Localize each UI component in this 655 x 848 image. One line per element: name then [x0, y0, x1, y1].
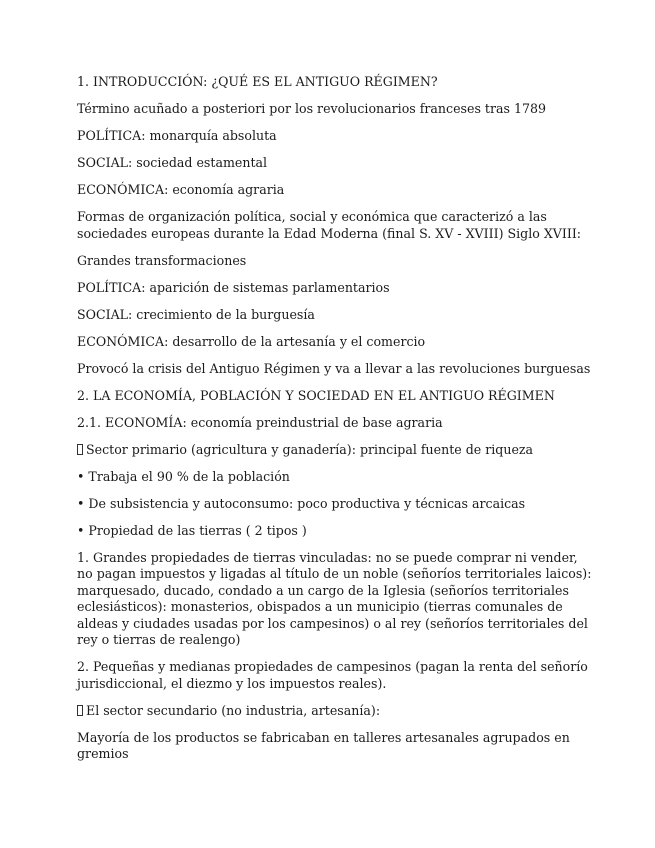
paragraph-economica: ECONÓMICA: economía agraria	[77, 182, 285, 197]
missing-glyph-icon	[77, 705, 83, 716]
paragraph-gremios: Mayoría de los productos se fabricaban en talleres artesanales agrupados en gremios	[77, 729, 570, 761]
paragraph-grandes-propiedades: 1. Grandes propiedades de tierras vinculadas: no se puede comprar ni vender, no pagan impuestos y ligadas al título de un noble (señoríos territoriales laicos): marquesado, ducado, condado a un cargo de la Iglesia (señoríos territoriales eclesiásticos): monasterios, obispados a un municipio (tierras comunales de aldeas y ciudades usadas por los campesinos) o al rey (señoríos territoriales del rey o tierras de realengo)	[77, 549, 592, 647]
paragraph-economica-artesania: ECONÓMICA: desarrollo de la artesanía y el comercio	[77, 333, 426, 349]
bullet-item-subsistencia: • De subsistencia y autoconsumo: poco productiva y técnicas arcaicas	[77, 495, 526, 511]
paragraph-politica-parlamentarios: POLÍTICA: aparición de sistemas parlamentarios	[77, 279, 390, 295]
paragraph-grandes-transformaciones: Grandes transformaciones	[77, 252, 247, 268]
paragraph-crisis: Provocó la crisis del Antiguo Régimen y va a llevar a las revoluciones burguesas	[77, 360, 591, 376]
bullet-item-poblacion: • Trabaja el 90 % de la población	[77, 468, 290, 484]
paragraph-formas-organizacion: Formas de organización política, social y económica que caracterizó a las sociedades europeas durante la Edad Moderna (final S. XV - XVIII) Siglo XVIII:	[77, 209, 582, 241]
list-item-sector-primario-text: Sector primario (agricultura y ganadería): principal fuente de riqueza	[86, 441, 534, 457]
paragraph-social-burguesia: SOCIAL: crecimiento de la burguesía	[77, 306, 315, 322]
document-page	[77, 74, 597, 773]
list-item-sector-secundario-text: El sector secundario (no industria, artesanía):	[86, 702, 381, 718]
paragraph-social: SOCIAL: sociedad estamental	[77, 155, 268, 170]
subsection-heading-economia: 2.1. ECONOMÍA: economía preindustrial de base agraria	[77, 414, 443, 430]
list-item-sector-secundario	[77, 703, 597, 720]
section-heading-economia-poblacion: 2. LA ECONOMÍA, POBLACIÓN Y SOCIEDAD EN EL ANTIGUO RÉGIMEN	[77, 387, 555, 403]
list-item-sector-primario	[77, 442, 597, 459]
missing-glyph-icon	[77, 444, 83, 455]
paragraph-politica: POLÍTICA: monarquía absoluta	[77, 128, 277, 143]
section-heading-introduccion: 1. INTRODUCCIÓN: ¿QUÉ ES EL ANTIGUO RÉGIMEN?	[77, 74, 438, 89]
paragraph-termino: Término acuñado a posteriori por los revolucionarios franceses tras 1789	[77, 101, 547, 116]
paragraph-pequenas-propiedades: 2. Pequeñas y medianas propiedades de campesinos (pagan la renta del señorío jurisdiccional, el diezmo y los impuestos reales).	[77, 659, 588, 691]
bullet-item-propiedad: • Propiedad de las tierras ( 2 tipos )	[77, 522, 307, 538]
